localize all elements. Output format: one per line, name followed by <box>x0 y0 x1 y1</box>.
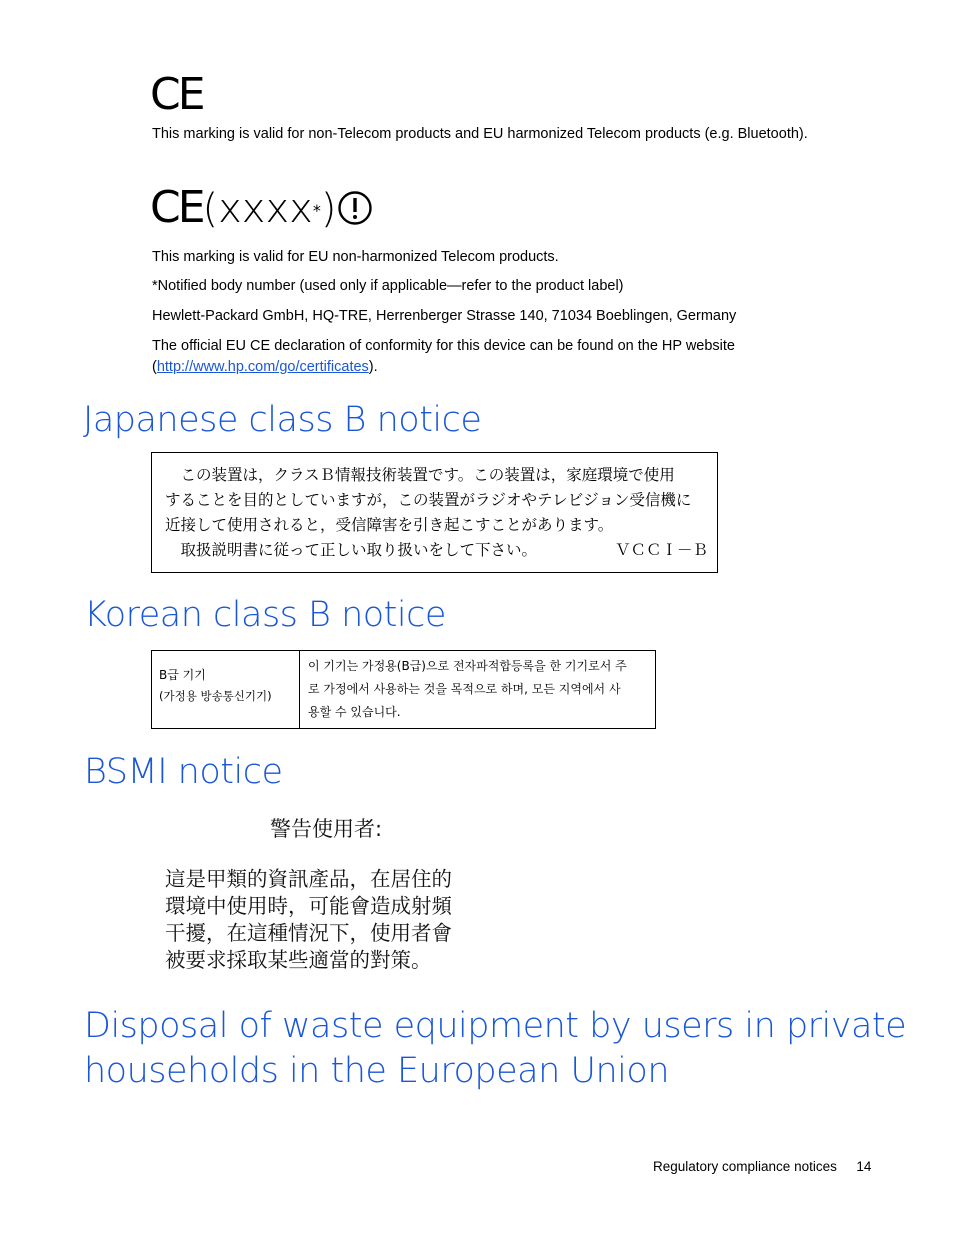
ce-telecom-asterisk: * <box>312 201 321 220</box>
alert-icon <box>337 190 373 226</box>
hp-address: Hewlett-Packard GmbH, HQ-TRE, Herrenberger Strasse 140, 71034 Boeblingen, Germany <box>152 308 737 324</box>
disposal-heading-line-2: households in the European Union <box>84 1051 669 1091</box>
japanese-line-4 <box>165 538 717 563</box>
korean-device-type: (가정용 방송통신기기) <box>159 689 272 703</box>
japanese-notice-heading: Japanese class B notice <box>83 400 482 440</box>
declaration-open-paren: ( <box>152 359 157 375</box>
ce-telecom-ce-glyph: CE <box>150 182 203 233</box>
ce-marking-note: This marking is valid for non-Telecom products and EU harmonized Telecom products (e.g. Bluetooth). <box>152 126 808 142</box>
vcci-label: ＶＣＣＩ－Ｂ <box>615 541 709 559</box>
japanese-line-1: この装置は，クラスＢ情報技術装置です。この装置は，家庭環境で使用 <box>165 466 675 484</box>
ce-telecom-logo <box>150 183 336 235</box>
bsmi-warning-title: 警告使用者: <box>270 817 383 841</box>
notified-body-note: *Notified body number (used only if applicable—refer to the product label) <box>152 278 624 294</box>
telecom-marking-note: This marking is valid for EU non-harmonized Telecom products. <box>152 249 559 265</box>
bsmi-warning-text <box>165 866 452 974</box>
bsmi-line-4: 被要求採取某些適當的對策。 <box>165 948 432 972</box>
declaration-text: The official EU CE declaration of conformity for this device can be found on the HP website <box>152 338 735 354</box>
ce-telecom-number: (xxxx <box>202 186 313 232</box>
korean-notice-text-cell <box>300 651 656 729</box>
certificates-link[interactable]: http://www.hp.com/go/certificates <box>156 359 369 375</box>
disposal-heading <box>84 1004 906 1094</box>
footer-section-title: Regulatory compliance notices <box>653 1159 837 1174</box>
korean-text-line-1: 이 기기는 가정용(B급)으로 전자파적합등록을 한 기기로서 주 <box>308 659 627 673</box>
japanese-line-3: 近接して使用されると，受信障害を引き起こすことがあります。 <box>165 516 614 534</box>
declaration-link-line <box>152 357 378 378</box>
bsmi-notice-heading: BSMI notice <box>84 752 283 792</box>
japanese-line-2: することを目的としていますが，この装置がラジオやテレビジョン受信機に <box>165 491 692 509</box>
japanese-notice-box <box>151 452 718 573</box>
japanese-line-4-text: 取扱説明書に従って正しい取り扱いをして下さい。 <box>165 541 538 559</box>
ce-logo: CE <box>150 69 203 120</box>
disposal-heading-line-1: Disposal of waste equipment by users in private <box>84 1006 907 1046</box>
korean-notice-table <box>151 650 656 729</box>
korean-device-class: B급 기기 <box>159 668 206 682</box>
korean-notice-heading: Korean class B notice <box>84 595 446 635</box>
bsmi-line-1: 這是甲類的資訊產品，在居住的 <box>165 867 452 891</box>
korean-device-class-cell <box>152 651 300 729</box>
korean-text-line-3: 용할 수 있습니다. <box>308 705 401 719</box>
korean-text-line-2: 로 가정에서 사용하는 것을 목적으로 하며, 모든 지역에서 사 <box>308 682 621 696</box>
page-footer <box>653 1159 871 1174</box>
footer-page-number: 14 <box>856 1159 872 1174</box>
bsmi-line-3: 干擾，在這種情況下，使用者會 <box>165 921 452 945</box>
ce-telecom-close: ) <box>320 186 337 232</box>
bsmi-line-2: 環境中使用時，可能會造成射頻 <box>165 894 452 918</box>
declaration-close-paren: ). <box>368 359 378 375</box>
